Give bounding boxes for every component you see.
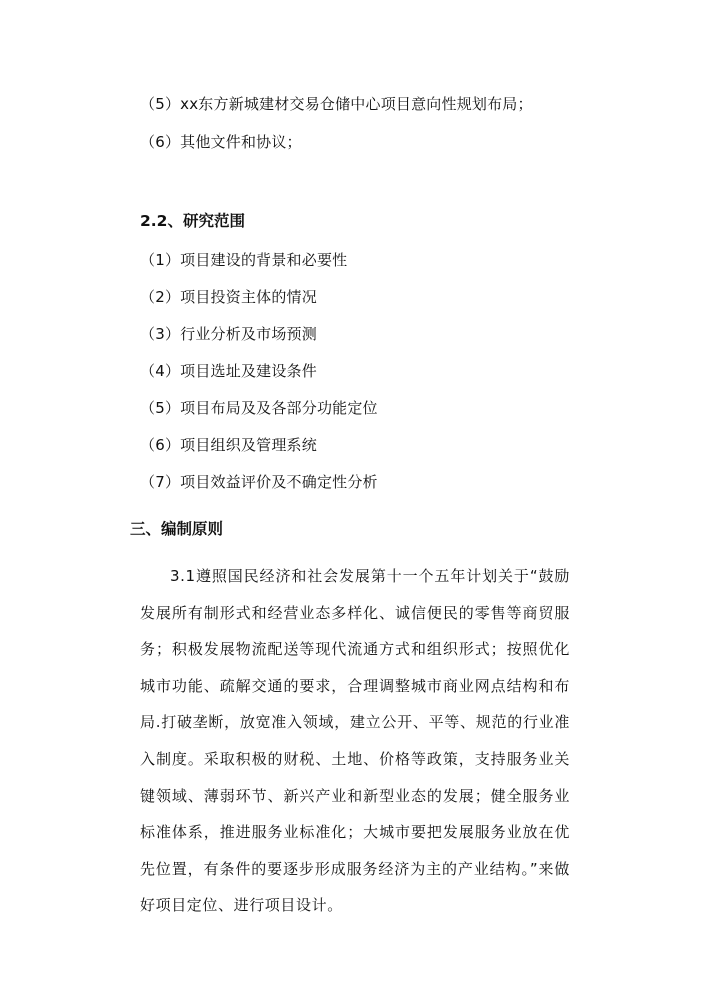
intro-item-6: （6）其他文件和协议； xyxy=(140,133,302,151)
section-3-heading: 三、编制原则 xyxy=(130,520,224,538)
scope-item-4: （4）项目选址及建设条件 xyxy=(140,362,317,380)
scope-item-3: （3）行业分析及市场预测 xyxy=(140,325,317,343)
scope-item-2: （2）项目投资主体的情况 xyxy=(140,288,317,306)
scope-item-7: （7）项目效益评价及不确定性分析 xyxy=(140,473,378,491)
principle-paragraph: 3.1遵照国民经济和社会发展第十一个五年计划关于“鼓励发展所有制形式和经营业态多样化、诚信便民的零售等商贸服务；积极发展物流配送等现代流通方式和组织形式；按照优化城市功能、疏解交通的要求，合理调整城市商业网点结构和布局.打破垄断，放宽准入领域，建立公开、平等、规范的行业准入制度。采取积极的财税、土地、价格等政策，支持服务业关键领域、薄弱环节、新兴产业和新型业态的发展；健全服务业标准体系，推进服务业标准化；大城市要把发展服务业放在优先位置，有条件的要逐步形成服务经济为主的产业结构。”来做好项目定位、进行项目设计。 xyxy=(140,567,570,915)
scope-item-6: （6）项目组织及管理系统 xyxy=(140,436,317,454)
intro-item-5: （5）xx东方新城建材交易仓储中心项目意向性规划布局； xyxy=(140,95,533,113)
scope-item-1: （1）项目建设的背景和必要性 xyxy=(140,251,348,269)
scope-item-5: （5）项目布局及及各部分功能定位 xyxy=(140,399,378,417)
section-2-2-heading: 2.2、研究范围 xyxy=(140,212,245,230)
